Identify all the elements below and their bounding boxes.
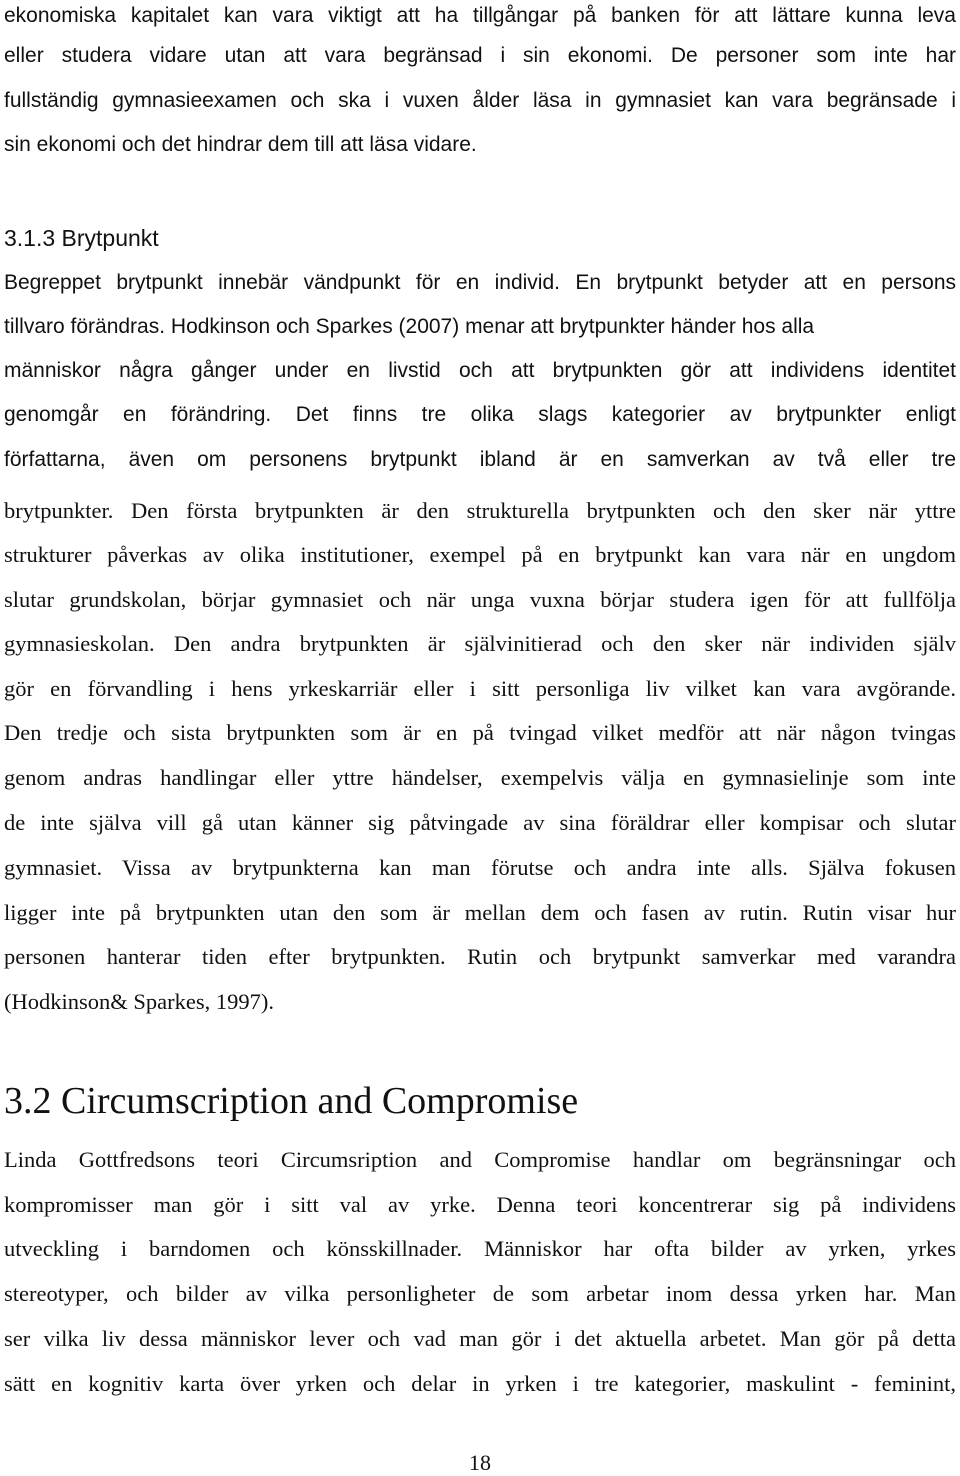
body-text-line: brytpunkter. Den första brytpunkten är den strukturella brytpunkten och den sker när yttre	[4, 498, 956, 523]
body-text-line: kompromisser man gör i sitt val av yrke. Denna teori koncentrerar sig på individens	[4, 1192, 956, 1217]
body-text-line: strukturer påverkas av olika institutioner, exempel på en brytpunkt kan vara när en ungdom	[4, 542, 956, 567]
body-text-line: Begreppet brytpunkt innebär vändpunkt för en individ. En brytpunkt betyder att en persons	[4, 271, 956, 294]
body-text-line: gör en förvandling i hens yrkeskarriär eller i sitt personliga liv vilket kan vara avgörande.	[4, 676, 956, 701]
body-text-line: utveckling i barndomen och könsskillnader. Människor har ofta bilder av yrken, yrkes	[4, 1236, 956, 1261]
body-text-line: gymnasieskolan. Den andra brytpunkten är självinitierad och den sker när individen själv	[4, 631, 956, 656]
body-text-line: eller studera vidare utan att vara begränsad i sin ekonomi. De personer som inte har	[4, 44, 956, 67]
body-text-line: sin ekonomi och det hindrar dem till att läsa vidare.	[4, 133, 477, 156]
body-text-line: ekonomiska kapitalet kan vara viktigt att ha tillgångar på banken för att lättare kunna leva	[4, 4, 956, 27]
body-text-line: (Hodkinson& Sparkes, 1997).	[4, 989, 274, 1014]
body-text-line: genom andras handlingar eller yttre händelser, exempelvis välja en gymnasielinje som inte	[4, 765, 956, 790]
body-text-line: tillvaro förändras. Hodkinson och Sparkes (2007) menar att brytpunkter händer hos alla	[4, 315, 815, 338]
body-text-line: ligger inte på brytpunkten utan den som är mellan dem och fasen av rutin. Rutin visar hur	[4, 900, 956, 925]
body-text-line: de inte själva vill gå utan känner sig påtvingade av sina föräldrar eller kompisar och slutar	[4, 810, 956, 835]
section-heading: 3.2 Circumscription and Compromise	[4, 1080, 579, 1122]
body-text-line: stereotyper, och bilder av vilka personligheter de som arbetar inom dessa yrken har. Man	[4, 1281, 956, 1306]
body-text-line: gymnasiet. Vissa av brytpunkterna kan man förutse och andra inte alls. Själva fokusen	[4, 855, 956, 880]
body-text-line: personen hanterar tiden efter brytpunkten. Rutin och brytpunkt samverkar med varandra	[4, 944, 956, 969]
body-text-line: genomgår en förändring. Det finns tre olika slags kategorier av brytpunkter enligt	[4, 403, 956, 426]
body-text-line: ser vilka liv dessa människor lever och vad man gör i det aktuella arbetet. Man gör på detta	[4, 1326, 956, 1351]
page-number: 18	[469, 1450, 491, 1475]
body-text-line: Linda Gottfredsons teori Circumsription and Compromise handlar om begränsningar och	[4, 1147, 956, 1172]
body-text-line: människor några gånger under en livstid och att brytpunkten gör att individens identitet	[4, 359, 956, 382]
body-text-line: fullständig gymnasieexamen och ska i vuxen ålder läsa in gymnasiet kan vara begränsade i	[4, 89, 956, 112]
body-text-line: Den tredje och sista brytpunkten som är en på tvingad vilket medför att när någon tvingas	[4, 720, 956, 745]
body-text-line: slutar grundskolan, börjar gymnasiet och när unga vuxna börjar studera igen för att fullfölja	[4, 587, 956, 612]
body-text-line: sätt en kognitiv karta över yrken och delar in yrken i tre kategorier, maskulint - feminint,	[4, 1371, 956, 1396]
section-heading: 3.1.3 Brytpunkt	[4, 225, 159, 251]
body-text-line: författarna, även om personens brytpunkt ibland är en samverkan av två eller tre	[4, 448, 956, 471]
